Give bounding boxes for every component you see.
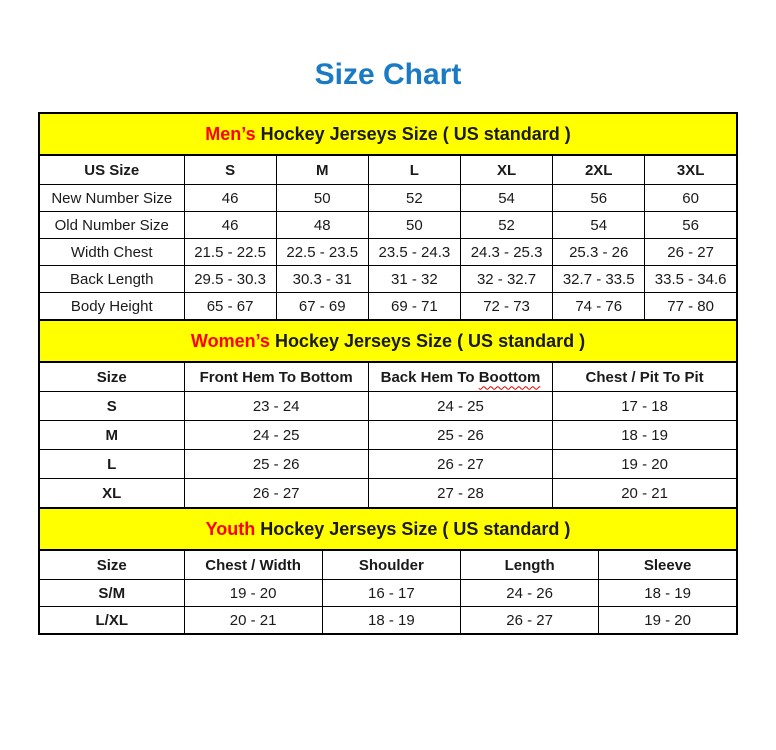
cell-value: 27 - 28 — [368, 479, 552, 509]
table-row — [39, 392, 737, 421]
cell-value: 19 - 20 — [599, 607, 737, 635]
row-label: Body Height — [39, 293, 184, 321]
youth-band-highlight: Youth — [205, 518, 256, 539]
cell-value: 46 — [184, 185, 276, 212]
row-label: L/XL — [39, 607, 184, 635]
cell-value: 72 - 73 — [460, 293, 552, 321]
youth-band-rest: Hockey Jerseys Size ( US standard ) — [255, 518, 571, 539]
cell-value: 21.5 - 22.5 — [184, 239, 276, 266]
misspelled-word: Boottom — [478, 368, 541, 386]
cell-value: 18 - 19 — [322, 607, 460, 635]
cell-value: 46 — [184, 212, 276, 239]
cell-value: 60 — [645, 185, 737, 212]
cell-value: 33.5 - 34.6 — [645, 266, 737, 293]
cell-value: 69 - 71 — [368, 293, 460, 321]
cell-value: 50 — [368, 212, 460, 239]
cell-value: 52 — [460, 212, 552, 239]
cell-value: 18 - 19 — [599, 580, 737, 607]
cell-value: 54 — [460, 185, 552, 212]
table-row — [39, 421, 737, 450]
cell-value: 56 — [553, 185, 645, 212]
row-label: L — [39, 450, 184, 479]
table-row — [39, 185, 737, 212]
row-label: Back Length — [39, 266, 184, 293]
cell-value: 56 — [645, 212, 737, 239]
table-row — [39, 479, 737, 509]
mens-band-rest: Hockey Jerseys Size ( US standard ) — [255, 123, 571, 144]
column-header: Length — [461, 550, 599, 580]
cell-value: 32.7 - 33.5 — [553, 266, 645, 293]
cell-value: 23 - 24 — [184, 392, 368, 421]
size-chart-page — [0, 58, 776, 635]
row-label: XL — [39, 479, 184, 509]
mens-section-title — [39, 113, 737, 155]
cell-value: 29.5 - 30.3 — [184, 266, 276, 293]
row-label: S/M — [39, 580, 184, 607]
mens-section-header — [39, 113, 737, 155]
column-header: S — [184, 155, 276, 185]
womens-band-rest: Hockey Jerseys Size ( US standard ) — [269, 330, 586, 351]
cell-value: 24.3 - 25.3 — [460, 239, 552, 266]
cell-value: 24 - 26 — [461, 580, 599, 607]
womens-section-title — [39, 320, 737, 362]
womens-size-table — [38, 319, 738, 509]
cell-value: 22.5 - 23.5 — [276, 239, 368, 266]
column-header: 2XL — [553, 155, 645, 185]
column-header: 3XL — [645, 155, 737, 185]
cell-value: 52 — [368, 185, 460, 212]
womens-section-header — [39, 320, 737, 362]
youth-section-header — [39, 508, 737, 550]
column-header: Size — [39, 362, 184, 392]
womens-column-header-row — [39, 362, 737, 392]
womens-band-highlight: Women’s — [190, 330, 270, 351]
row-label: Width Chest — [39, 239, 184, 266]
cell-value: 25.3 - 26 — [553, 239, 645, 266]
column-header: US Size — [39, 155, 184, 185]
column-header: Shoulder — [322, 550, 460, 580]
cell-value: 24 - 25 — [184, 421, 368, 450]
cell-value: 65 - 67 — [184, 293, 276, 321]
cell-value: 48 — [276, 212, 368, 239]
cell-value: 50 — [276, 185, 368, 212]
cell-value: 18 - 19 — [553, 421, 737, 450]
row-label: New Number Size — [39, 185, 184, 212]
column-header-text: Back Hem To — [380, 368, 479, 386]
youth-column-header-row — [39, 550, 737, 580]
cell-value: 26 - 27 — [368, 450, 552, 479]
cell-value: 25 - 26 — [368, 421, 552, 450]
table-row — [39, 607, 737, 635]
table-row — [39, 266, 737, 293]
mens-column-header-row — [39, 155, 737, 185]
table-row — [39, 212, 737, 239]
cell-value: 26 - 27 — [645, 239, 737, 266]
cell-value: 30.3 - 31 — [276, 266, 368, 293]
cell-value: 26 - 27 — [184, 479, 368, 509]
row-label: M — [39, 421, 184, 450]
youth-size-table — [38, 507, 738, 635]
table-row — [39, 450, 737, 479]
cell-value: 67 - 69 — [276, 293, 368, 321]
youth-section-title — [39, 508, 737, 550]
cell-value: 77 - 80 — [645, 293, 737, 321]
size-chart-tables — [38, 112, 738, 635]
column-header: Size — [39, 550, 184, 580]
table-row — [39, 580, 737, 607]
column-header: Chest / Pit To Pit — [553, 362, 737, 392]
mens-band-highlight: Men’s — [205, 123, 256, 144]
cell-value: 20 - 21 — [184, 607, 322, 635]
column-header: Front Hem To Bottom — [184, 362, 368, 392]
cell-value: 19 - 20 — [553, 450, 737, 479]
cell-value: 74 - 76 — [553, 293, 645, 321]
cell-value: 19 - 20 — [184, 580, 322, 607]
cell-value: 23.5 - 24.3 — [368, 239, 460, 266]
table-row — [39, 293, 737, 321]
column-header: Sleeve — [599, 550, 737, 580]
row-label: S — [39, 392, 184, 421]
table-row — [39, 239, 737, 266]
column-header: L — [368, 155, 460, 185]
mens-size-table — [38, 112, 738, 321]
column-header: XL — [460, 155, 552, 185]
cell-value: 20 - 21 — [553, 479, 737, 509]
cell-value: 24 - 25 — [368, 392, 552, 421]
column-header: M — [276, 155, 368, 185]
cell-value: 26 - 27 — [461, 607, 599, 635]
cell-value: 32 - 32.7 — [460, 266, 552, 293]
cell-value: 25 - 26 — [184, 450, 368, 479]
row-label: Old Number Size — [39, 212, 184, 239]
column-header — [368, 362, 552, 392]
column-header: Chest / Width — [184, 550, 322, 580]
cell-value: 17 - 18 — [553, 392, 737, 421]
cell-value: 54 — [553, 212, 645, 239]
cell-value: 16 - 17 — [322, 580, 460, 607]
page-title: Size Chart — [314, 58, 462, 91]
cell-value: 31 - 32 — [368, 266, 460, 293]
